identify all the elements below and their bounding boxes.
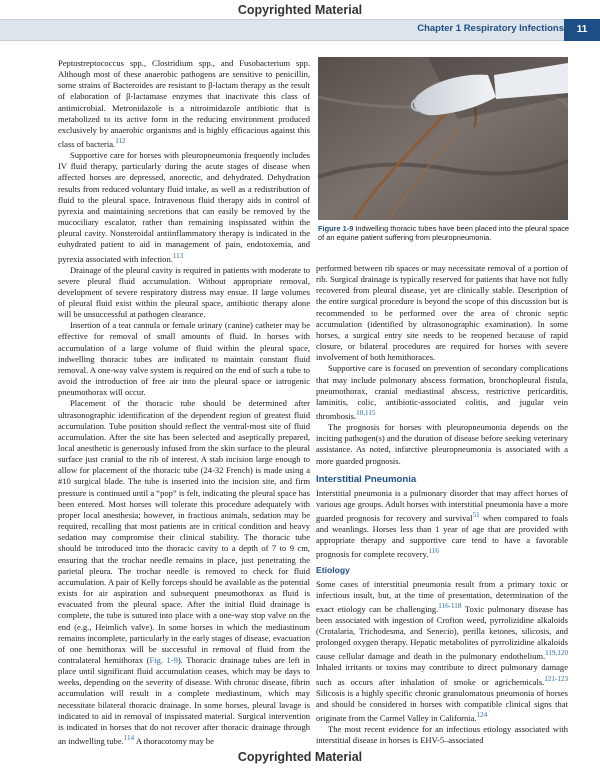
paragraph: Placement of the thoracic tube should be determined after ultrasonographic identification of the dependent region of greatest fluid accumulation. Tube position should reflect the ventral-most site of fluid accumulation. After the site has been selected and aseptically prepared, local anesthetic is generously infused from the skin surface to the pleural surface just cranial to the rib of interest. A stab incision large enough to allow for placement of the thoracic tube (24-32 French) is made using a #10 surgical blade. The tube is inserted into the incision site, and firm pressure is continued until a “pop” is felt, indicating the pleural space has been entered. Most horses will tolerate this procedure adequately with proper local anesthesia; however, in fractious animals, sedation may be required, recalling that most patients are in critical condition and heavy sedation may compromise their clinical stability. The thoracic tube should be introduced into the thoracic cavity to a depth of 7 to 9 cm, ensuring that the trochar needle remains in place, just penetrating the parietal pleura. The trochar needle is removed to check for fluid accumulation. A pair of Kelly forceps should be available as the potential exists for air aspiration and subsequent pneumothorax as fluid is evacuated from the pleural space. After the initial fluid drainage is complete, the tube is sutured into place with a one-way stop valve on the end (e.g., Heimlich valve). In some horses in which the mediastinum remains incomplete, particularly in the early stages of disease, evacuation of one hemithorax will be successful in removal of fluid from the contralateral hemithorax (Fig. 1-9). Thoracic drainage tubes are left in place until significant fluid accumulation ceases, which may be days to weeks, depending on the severity of disease. With chronic disease, fibrin accumulation will result in a complete mediastinum, which may necessitate bilateral thoracic drainage. In some horses, pleural lavage is indicated to aid in removal of inspissated material. Surgical intervention is indicated in horses that do not recover after thoracic drainage through an indwelling tube.$^{114}$ A thoracotomy may be: [58, 398, 311, 746]
subsection-heading: Etiology: [316, 565, 350, 576]
reference-superscript[interactable]: 121-123: [544, 674, 568, 683]
reference-superscript[interactable]: 113: [172, 251, 184, 260]
page-number: 11: [564, 19, 600, 41]
reference-superscript[interactable]: 51: [472, 511, 480, 520]
paragraph: The prognosis for horses with pleuropneumonia depends on the inciting pathogen(s) and the duration of disease before seeking veterinary assistance. As noted, infarctive pleuropneumonia is associated with a more guarded prognosis.: [316, 422, 568, 466]
running-head: Chapter 1 Respiratory Infections: [417, 23, 564, 34]
photo-illustration: [318, 57, 568, 220]
watermark-bottom: Copyrighted Material: [237, 750, 363, 764]
paragraph: performed between rib spaces or may necessitate removal of a portion of rib. Surgical drainage is typically reserved for patients that have not fully recovered from pleural disease, yet are clinically stable. Description of the entire surgical procedure is beyond the scope of this discussion but is recommended to be performed over the area of chronic septic accumulation (identified by ultrasonographic examination). In some horses, a surgical entry site needs to be reopened because of rapid closure, or bilateral procedures are required for horses with severe involvement of both hemithoraces.: [316, 263, 568, 363]
reference-superscript[interactable]: 116-118: [438, 601, 462, 610]
paragraph: Some cases of interstitial pneumonia result from a primary toxic or infectious insult, but, at the time of presentation, determination of the exact etiology can be challenging.$^{116-118}$ Toxic pulmonary disease has been associated with ingestion of Crofton weed, pyrrolizidine alkaloids (Crotalaria, Trichodesma, and Senecio), perilla ketones, silicosis, and prolonged oxygen therapy. Hepatic metabolites of pyrrolizidine alkaloids cause cellular damage and death in the pulmonary endothelium.$^{119,120}$ Inhaled irritants or toxins may contribute to direct pulmonary damage such as occurs after inhalation of smoke or agrichemicals.$^{121-123}$ Silicosis is a highly specific chronic granulomatous pneumonia of horses and should be considered in horses with compatible clinical signs that originate from the Carmel Valley in California.$^{124}$: [316, 578, 568, 723]
reference-superscript[interactable]: 112: [115, 137, 126, 146]
right-column: [316, 263, 568, 746]
paragraph: Insertion of a teat cannula or female urinary (canine) catheter may be effective for removal of small amounts of fluid. In horses with accumulation of a large volume of fluid within the pleural space, indwelling thoracic tubes are indicated to maintain constant fluid removal. A one-way valve system is required on the end of such a tube to avoid the introduction of free air into the pleural space or iatrogenic pneumothorax will occur.: [58, 320, 310, 398]
figure-caption: Figure 1-9 Indwelling thoracic tubes have been placed into the pleural space of an equine patient suffering from pleuropneumonia.: [318, 224, 570, 243]
figure-photo: [318, 57, 568, 220]
paragraph: Peptostreptococcus spp., Clostridium spp., and Fusobacterium spp. Although most of these anaerobic pathogens are sensitive to penicillin, some strains of Bacteroides are resistant to β-lactam therapy as the result of elaboration of β-lactamase enzymes that inactivate this class of antimicrobial. Metronidazole is a nitroimidazole antibiotic that is metabolized to its active form in the reducing environment produced exclusively by anaerobic organisms and is highly efficacious against this class of bacteria.$^{112}$: [58, 58, 310, 149]
reference-superscript[interactable]: 116: [428, 547, 439, 556]
paragraph: The most recent evidence for an infectious etiology associated with interstitial disease in horses is EHV-5–associated: [316, 723, 568, 745]
reference-superscript[interactable]: 124: [476, 710, 488, 719]
figure-label: Figure 1-9: [318, 224, 354, 233]
paragraph: Drainage of the pleural cavity is required in patients with moderate to severe pleural fluid accumulation. Without appropriate removal, development of severe respiratory distress may ensue. If large volumes of pleural fluid exist within the pleural space, antibiotic therapy alone will be unsuccessful at pathogen clearance.: [58, 264, 310, 320]
paragraph: Supportive care is focused on prevention of secondary complications that may include pulmonary abscess formation, bronchopleural fistula, pneumothorax, cranial mediastinal abscess, restrictive pericarditis, laminitis, colic, antibiotic-associated colitis, and jugular vein thrombosis.$^{10,115}$: [316, 363, 568, 421]
figure-link[interactable]: Fig. 1-9: [149, 654, 178, 665]
reference-superscript[interactable]: 114: [123, 734, 135, 743]
watermark-top: Copyrighted Material: [237, 3, 363, 17]
paragraph: Interstitial pneumonia is a pulmonary disorder that may affect horses of various age groups. Adult horses with interstitial pneumonia have a more guarded prognosis for recovery and survival$^{51}$ when compared to foals and weanlings. Horses less than 1 year of age that are provided with appropriate therapy and supportive care tend to have a favorable prognosis for complete recovery.$^{116}$: [316, 487, 568, 560]
section-heading: Interstitial Pneumonia: [316, 473, 417, 485]
paragraph: Supportive care for horses with pleuropneumonia frequently includes IV fluid therapy, particularly during the acute stages of disease when affected horses are depressed, anorectic, and dehydrated. Dehydration results from reduced voluntary fluid intake, as well as a redistribution of fluid to the pleural space. Intravenous fluid therapy aids in control of pyrexia and maintaining secretions that can easily be removed by the mucociliary escalator, rather than remaining inspissated within the pleural cavity. Nonsteroidal antiinflammatory therapy is indicated in the euhydrated patient to aid in management of pain, endotoxemia, and pyrexia associated with infection.$^{113}$: [58, 150, 310, 264]
reference-superscript[interactable]: 119,120: [545, 649, 568, 658]
left-column: [58, 58, 310, 747]
reference-superscript[interactable]: 10,115: [356, 409, 376, 418]
